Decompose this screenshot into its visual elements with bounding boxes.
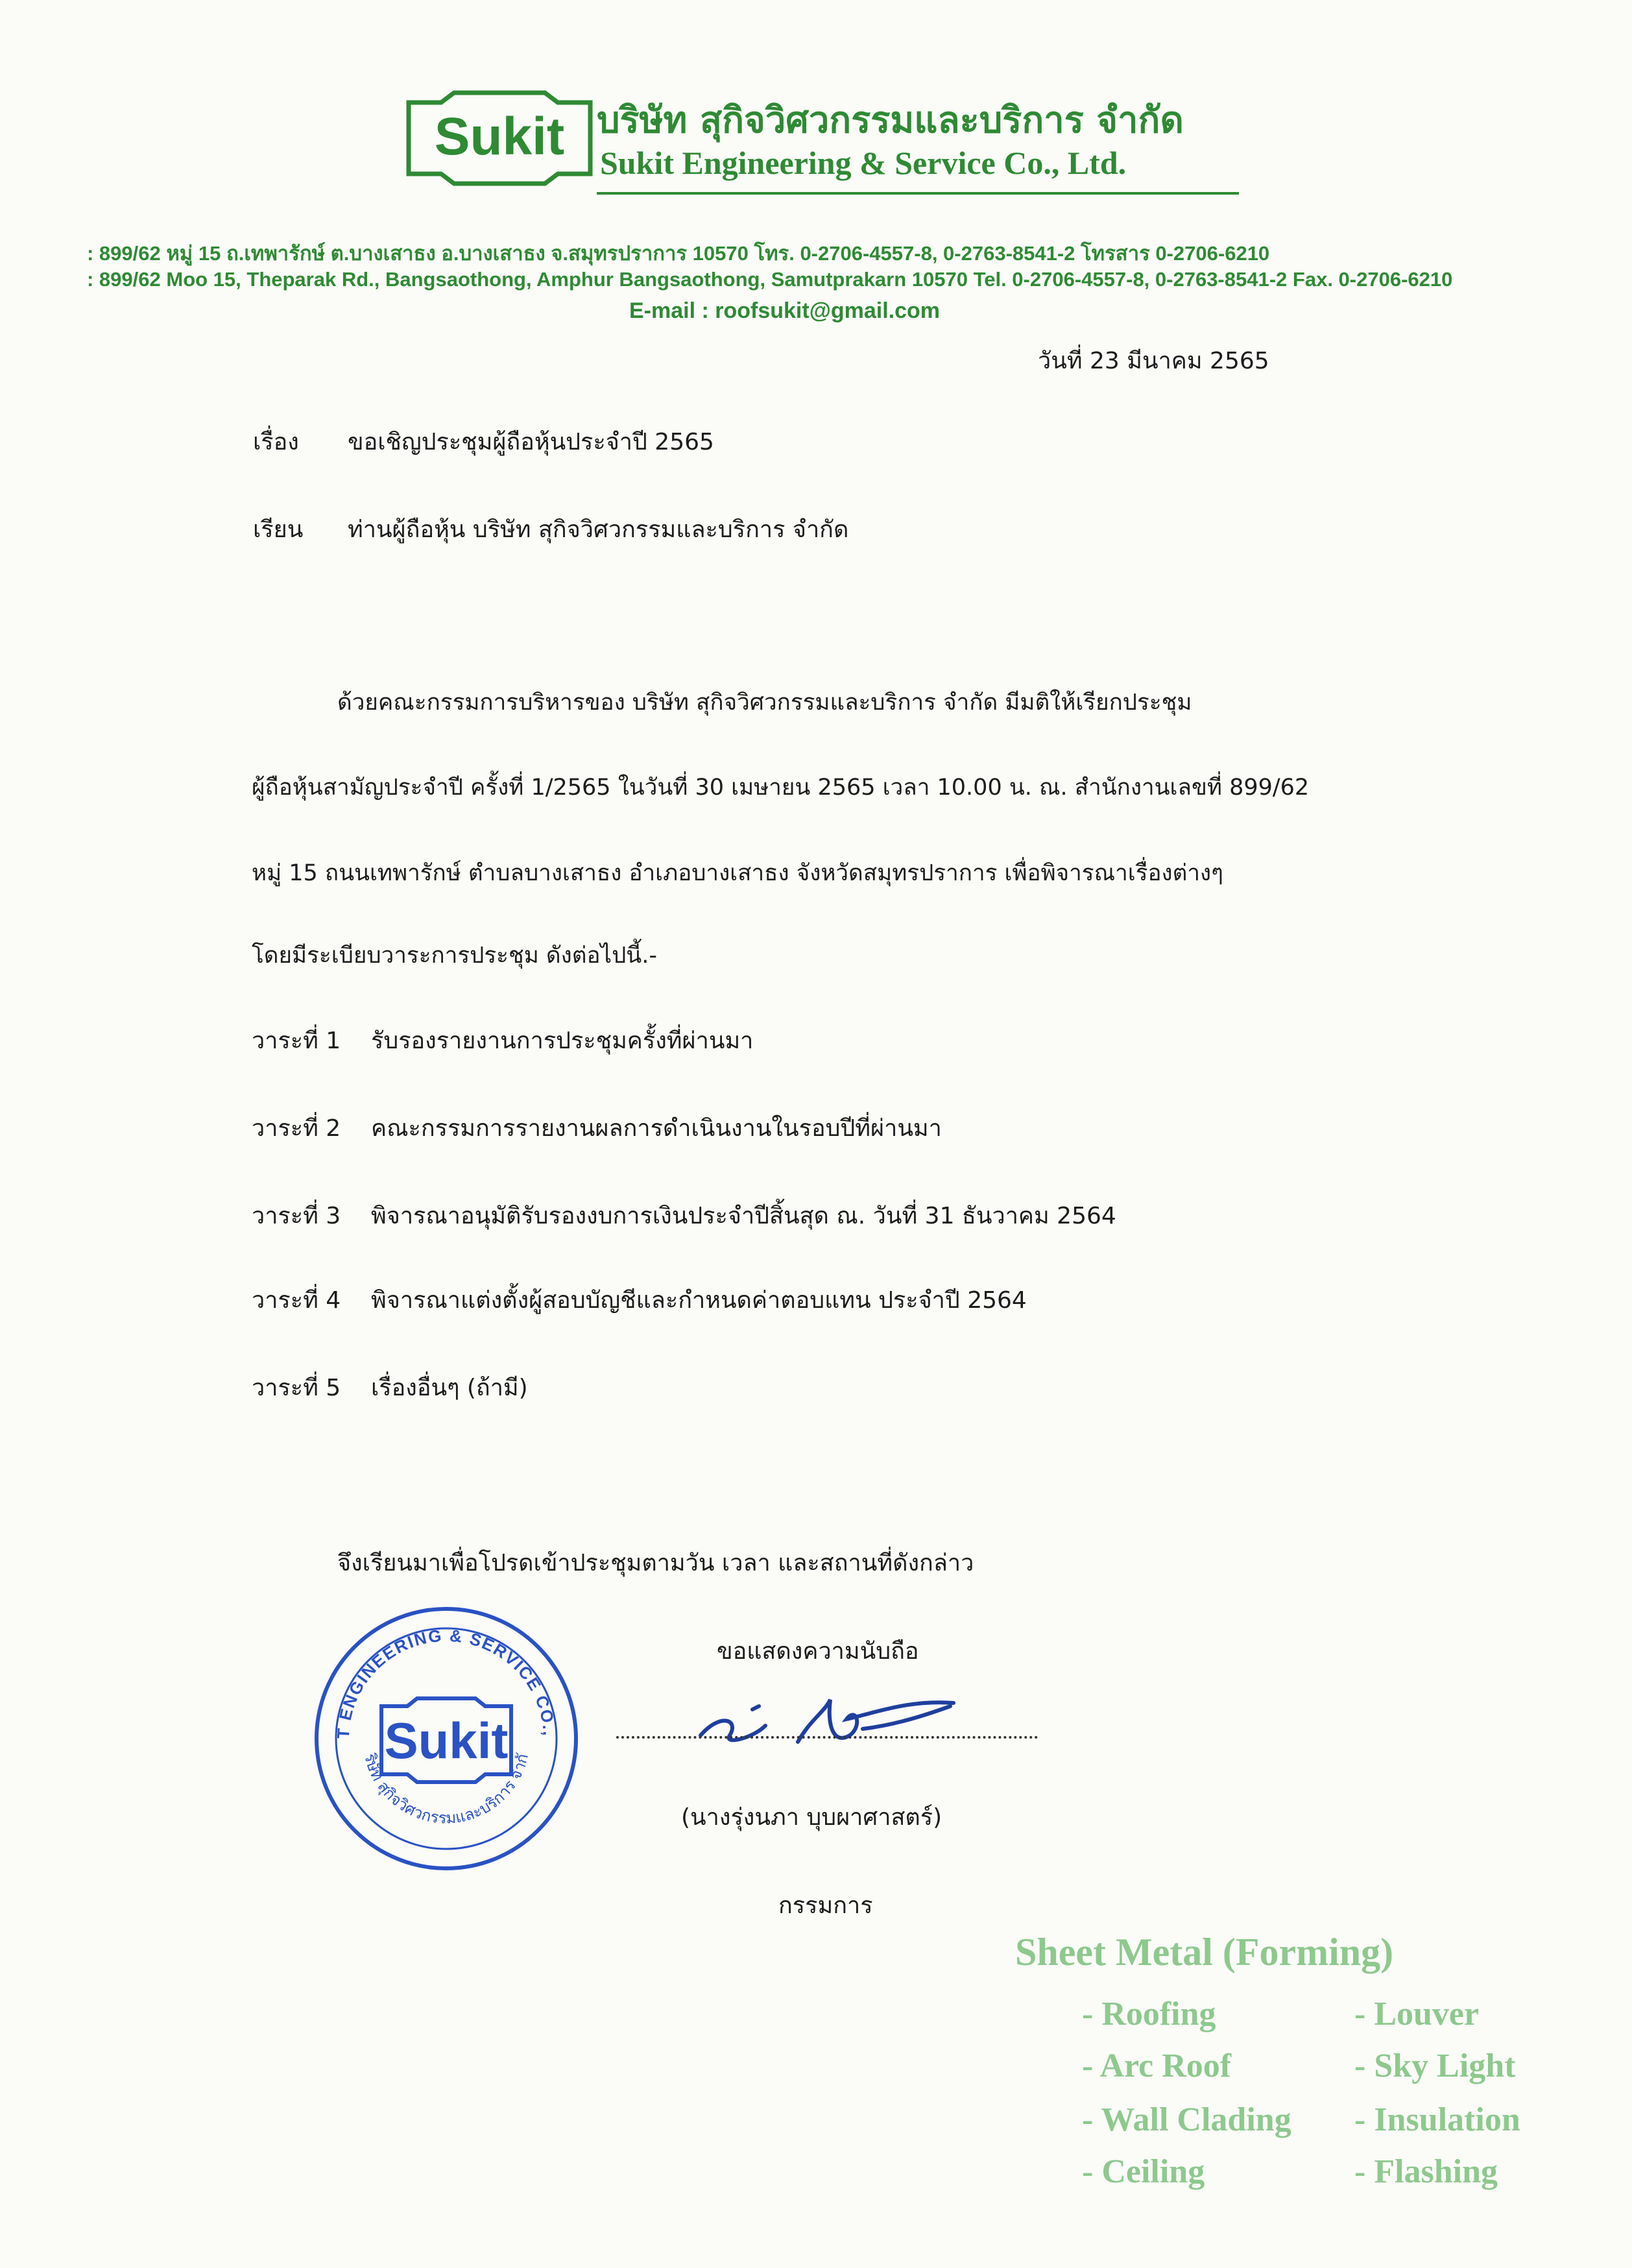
product-item: - Wall Clading (1082, 2101, 1291, 2138)
paragraph-line: โดยมีระเบียบวาระการประชุม ดังต่อไปนี้.- (252, 943, 657, 969)
company-name-thai: บริษัท สุกิจวิศวกรรมและบริการ จำกัด (597, 99, 1184, 141)
paragraph-line: ด้วยคณะกรรมการบริหารของ บริษัท สุกิจวิศวกรรมและบริการ จำกัด มีมติให้เรียกประชุม (337, 690, 1192, 716)
product-item: - Roofing (1082, 1996, 1216, 2033)
paragraph-line: หมู่ 15 ถนนเทพารักษ์ ตำบลบางเสาธง อำเภอบางเสาธง จังหวัดสมุทรปราการ เพื่อพิจารณาเรื่องต่างๆ (252, 860, 1223, 886)
email-address: E-mail : roofsukit@gmail.com (629, 298, 941, 323)
paragraph-line: ผู้ถือหุ้นสามัญประจำปี ครั้งที่ 1/2565 ในวันที่ 30 เมษายน 2565 เวลา 10.00 น. ณ. สำนักงานเลขที่ 899/62 (252, 775, 1310, 801)
signer-name: (นางรุ่งนภา บุบผาศาสตร์) (681, 1804, 942, 1831)
company-stamp (310, 1602, 582, 1875)
agenda-label: วาระที่ 1 (252, 1028, 341, 1054)
subject-label: เรื่อง (253, 429, 299, 455)
product-item: - Ceiling (1082, 2153, 1205, 2190)
agenda-item: พิจารณาอนุมัติรับรองงบการเงินประจำปีสิ้นสุด ณ. วันที่ 31 ธันวาคม 2564 (371, 1203, 1116, 1229)
product-item: - Flashing (1354, 2153, 1498, 2190)
closing-line: จึงเรียนมาเพื่อโปรดเข้าประชุมตามวัน เวลา และสถานที่ดังกล่าว (337, 1550, 974, 1576)
product-item: - Sky Light (1354, 2047, 1516, 2084)
agenda-item: พิจารณาแต่งตั้งผู้สอบบัญชีและกำหนดค่าตอบแทน ประจำปี 2564 (371, 1287, 1027, 1314)
logo-text: Sukit (434, 107, 565, 166)
product-item: - Louver (1354, 1996, 1480, 2033)
agenda-label: วาระที่ 4 (252, 1287, 341, 1314)
header-divider (597, 192, 1239, 195)
letter-date: วันที่ 23 มีนาคม 2565 (1038, 348, 1269, 374)
address-english: : 899/62 Moo 15, Theparak Rd., Bangsaothong, Amphur Bangsaothong, Samutprakarn 10570 Tel. 0-2706-4557-8, 0-2763-8541-2 Fax. 0-2706-6210 (87, 268, 1453, 291)
agenda-item: รับรองรายงานการประชุมครั้งที่ผ่านมา (371, 1028, 754, 1054)
agenda-label: วาระที่ 3 (252, 1203, 341, 1229)
recipient-text: ท่านผู้ถือหุ้น บริษัท สุกิจวิศวกรรมและบริการ จำกัด (348, 516, 849, 543)
recipient-label: เรียน (253, 516, 304, 543)
stamp-outer-text: T ENGINEERING & SERVICE CO., (333, 1625, 560, 1739)
agenda-item: เรื่องอื่นๆ (ถ้ามี) (371, 1375, 528, 1401)
product-item: - Arc Roof (1082, 2047, 1232, 2084)
signature-line (616, 1736, 1038, 1739)
agenda-label: วาระที่ 2 (252, 1115, 341, 1142)
regards-line: ขอแสดงความนับถือ (717, 1638, 919, 1665)
agenda-item: คณะกรรมการรายงานผลการดำเนินงานในรอบปีที่ผ่านมา (371, 1115, 942, 1142)
agenda-label: วาระที่ 5 (252, 1375, 341, 1401)
product-item: - Insulation (1354, 2101, 1520, 2138)
stamp-inner-text: Sukit (384, 1712, 509, 1769)
products-title: Sheet Metal (Forming) (1015, 1931, 1394, 1973)
signer-title: กรรมการ (778, 1892, 873, 1919)
stamp-bottom-text: ริษัท สุกิจวิศวกรรมและบริการ จำกั (361, 1752, 532, 1828)
signature (694, 1674, 966, 1765)
subject-text: ขอเชิญประชุมผู้ถือหุ้นประจำปี 2565 (348, 429, 714, 455)
company-name-english: Sukit Engineering & Service Co., Ltd. (600, 145, 1127, 181)
address-thai: : 899/62 หมู่ 15 ถ.เทพารักษ์ ต.บางเสาธง อ.บางเสาธง จ.สมุทรปราการ 10570 โทร. 0-2706-4557-8, 0-2763-8541-2 โทรสาร 0-2706-6210 (87, 242, 1270, 265)
company-logo (402, 90, 597, 187)
